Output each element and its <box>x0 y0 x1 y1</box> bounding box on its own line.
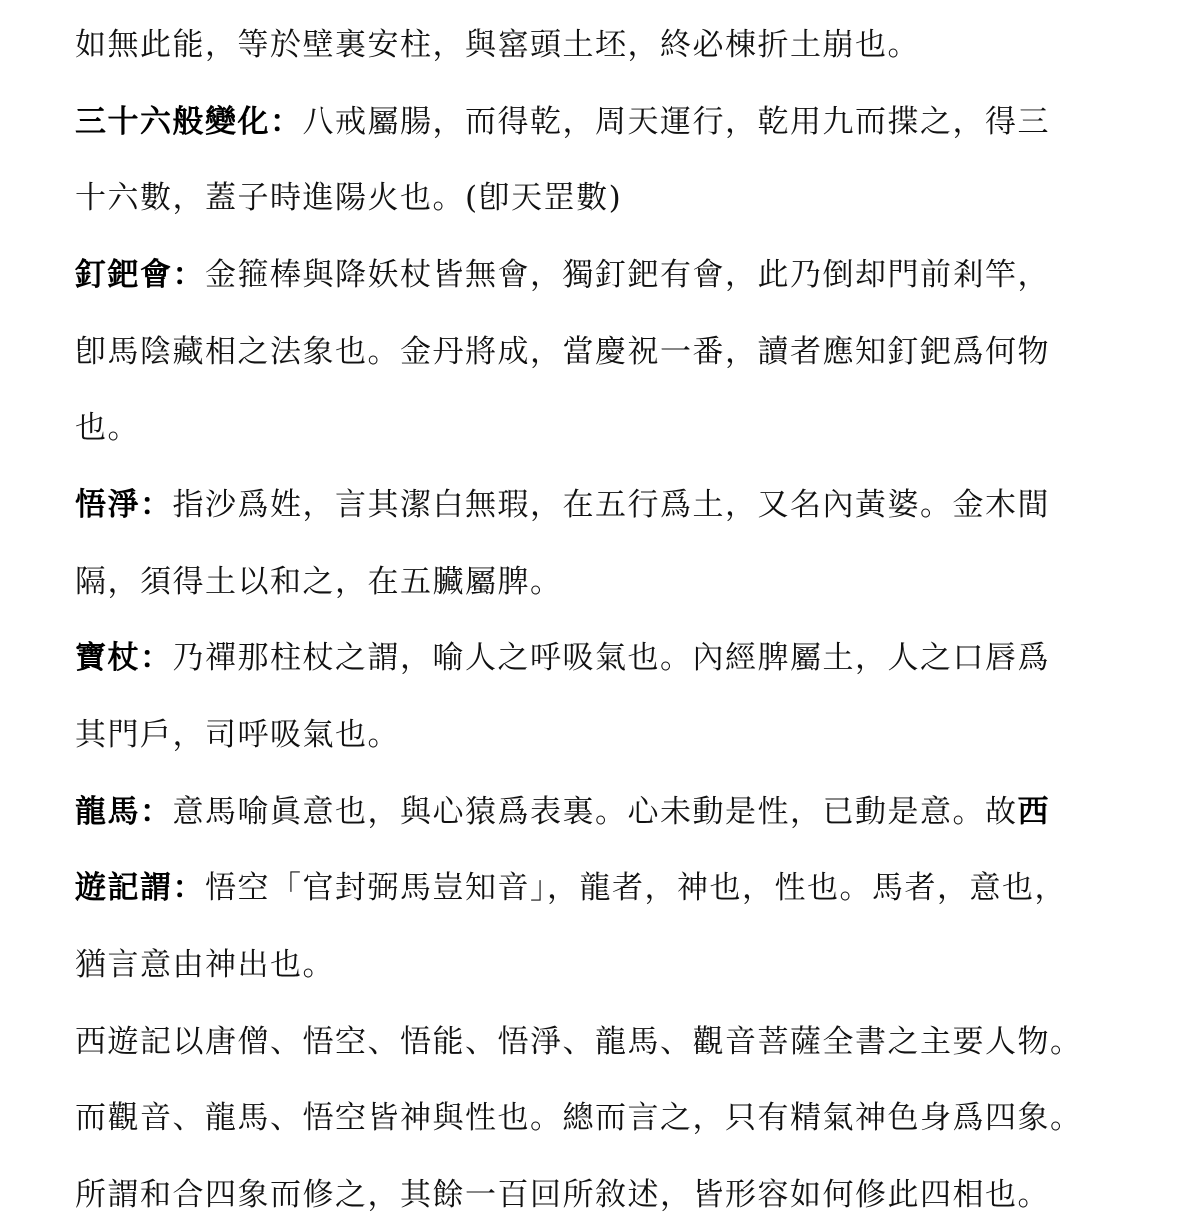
text-line <box>75 176 1105 220</box>
text-line <box>75 790 1105 834</box>
text-line <box>75 100 1105 144</box>
text-line <box>75 713 1105 757</box>
text-line <box>75 406 1105 450</box>
text-line <box>75 253 1105 297</box>
line-text: 隔，須得土以和之，在五臟屬脾。 <box>75 564 563 600</box>
line-text: 意馬喻眞意也，與心猿爲表裏。心未動是性，已動是意。故 <box>172 794 1018 830</box>
line-text: 西遊記以唐僧、悟空、悟能、悟淨、龍馬、觀音菩薩全書之主要人物。 <box>75 1024 1083 1060</box>
text-line <box>75 866 1105 910</box>
line-text: 八戒屬腸，而得乾，周天運行，乾用九而揲之，得三 <box>302 104 1050 140</box>
line-text: 十六數，蓋子時進陽火也。(卽天罡數) <box>75 180 623 216</box>
line-text: 卽馬陰藏相之法象也。金丹將成，當慶祝一番，讀者應知釘鈀爲何物 <box>75 334 1050 370</box>
text-line <box>75 1173 1105 1217</box>
text-line <box>75 1020 1105 1064</box>
text-line <box>75 1096 1105 1140</box>
line-text: 其門戶，司呼吸氣也。 <box>75 717 400 753</box>
term-heading-start: 西 <box>1017 794 1050 830</box>
line-text: 如無此能，等於壁裏安柱，與窰頭土坯，終必棟折土崩也。 <box>75 27 920 63</box>
line-text: 也。 <box>75 410 140 446</box>
term-heading: 龍馬： <box>75 794 173 830</box>
line-text: 而觀音、龍馬、悟空皆神與性也。總而言之，只有精氣神色身爲四象。 <box>75 1100 1083 1136</box>
term-heading: 遊記謂： <box>75 870 205 906</box>
text-line <box>75 636 1105 680</box>
term-heading: 悟淨： <box>75 487 173 523</box>
text-line <box>75 330 1105 374</box>
text-line <box>75 560 1105 604</box>
line-text: 指沙爲姓，言其潔白無瑕，在五行爲土，又名內黃婆。金木間 <box>172 487 1050 523</box>
line-text: 所謂和合四象而修之，其餘一百回所敘述，皆形容如何修此四相也。 <box>75 1177 1050 1213</box>
term-heading: 寶杖： <box>75 640 173 676</box>
text-line <box>75 943 1105 987</box>
text-line <box>75 483 1105 527</box>
line-text: 乃禪那柱杖之謂，喻人之呼吸氣也。內經脾屬土，人之口唇爲 <box>172 640 1050 676</box>
line-text: 猶言意由神出也。 <box>75 947 335 983</box>
line-text: 金箍棒與降妖杖皆無會，獨釘鈀有會，此乃倒却門前剎竿， <box>205 257 1050 293</box>
term-heading: 釘鈀會： <box>75 257 205 293</box>
term-heading: 三十六般變化： <box>75 104 303 140</box>
text-line <box>75 23 1105 67</box>
line-text: 悟空「官封弼馬豈知音」，龍者，神也，性也。馬者，意也， <box>205 870 1067 906</box>
